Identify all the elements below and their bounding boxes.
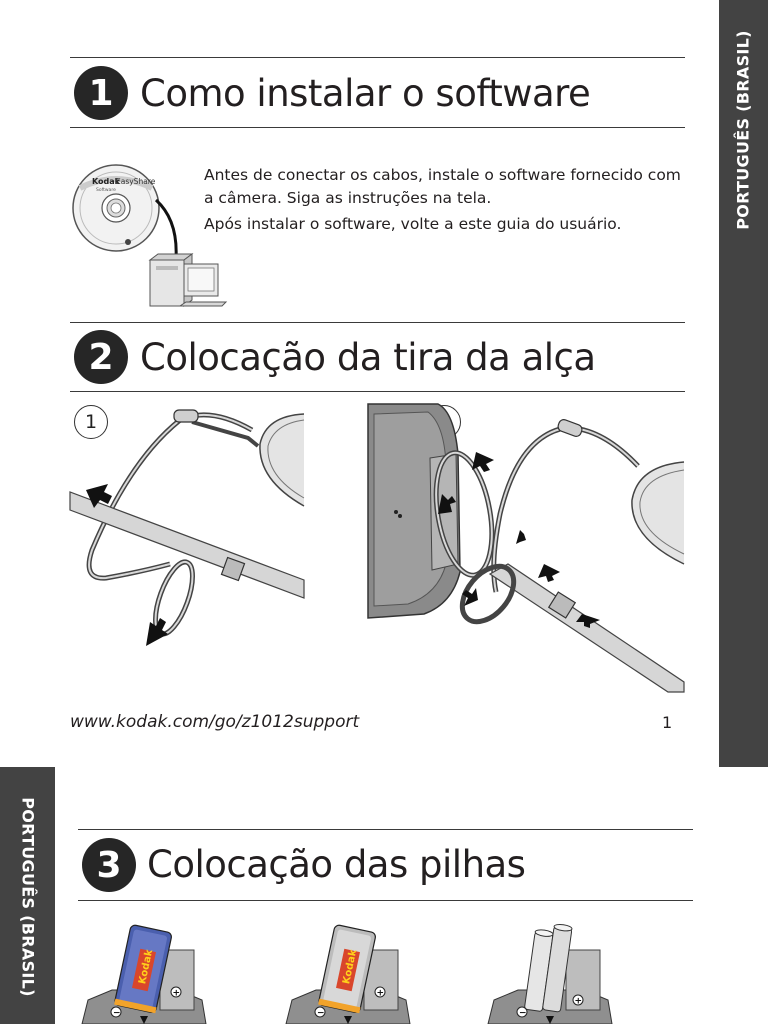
section-3-top-rule [78, 829, 693, 830]
section-3-number: 3 [82, 838, 136, 892]
strap-step-1-marker: 1 [74, 405, 108, 439]
section-2-top-rule [70, 322, 685, 323]
battery-1-plus: + [172, 988, 181, 999]
page-number: 1 [662, 713, 673, 732]
section-2-title: Colocação da tira da alça [140, 336, 596, 379]
battery-illustration-3 [488, 920, 612, 1024]
computer-icon [150, 254, 226, 306]
install-paragraph-2: Após instalar o software, volte a este guia do usuário. [204, 215, 622, 233]
battery-1-brand: Kodak [137, 948, 156, 986]
language-side-tab [719, 0, 768, 767]
strap-step-2-illustration [368, 404, 684, 692]
battery-2-plus: + [376, 988, 385, 999]
section-1-bottom-rule [70, 127, 685, 128]
language-tab-label: PORTUGUÊS (BRASIL) [733, 30, 753, 230]
cd-product: EasyShare [116, 177, 156, 186]
battery-2-minus: − [317, 1008, 325, 1019]
battery-3-plus: + [574, 996, 583, 1007]
section-1-title: Como instalar o software [140, 72, 591, 115]
section-3-title: Colocação das pilhas [147, 843, 526, 886]
support-url[interactable]: www.kodak.com/go/z1012support [70, 712, 360, 732]
cd-brand: Kodak [92, 177, 120, 186]
install-instructions [204, 164, 684, 236]
battery-2-brand: Kodak [341, 948, 360, 986]
section-2-bottom-rule [70, 391, 685, 392]
language-side-tab-2 [0, 767, 55, 1024]
battery-illustration-1 [82, 920, 206, 1024]
cd-sub: Software [96, 188, 116, 193]
battery-illustration-2 [286, 920, 410, 1024]
section-3-bottom-rule [78, 900, 693, 901]
strap-step-1-illustration [70, 400, 304, 650]
section-2-number: 2 [74, 330, 128, 384]
language-tab-label-2: PORTUGUÊS (BRASIL) [18, 797, 38, 997]
section-1-number: 1 [74, 66, 128, 120]
section-1-top-rule [70, 57, 685, 58]
battery-1-minus: − [113, 1008, 121, 1019]
battery-3-minus: − [519, 1008, 527, 1019]
install-paragraph-1: Antes de conectar os cabos, instale o software fornecido com a câmera. Siga as instruções na tela. [204, 166, 681, 207]
